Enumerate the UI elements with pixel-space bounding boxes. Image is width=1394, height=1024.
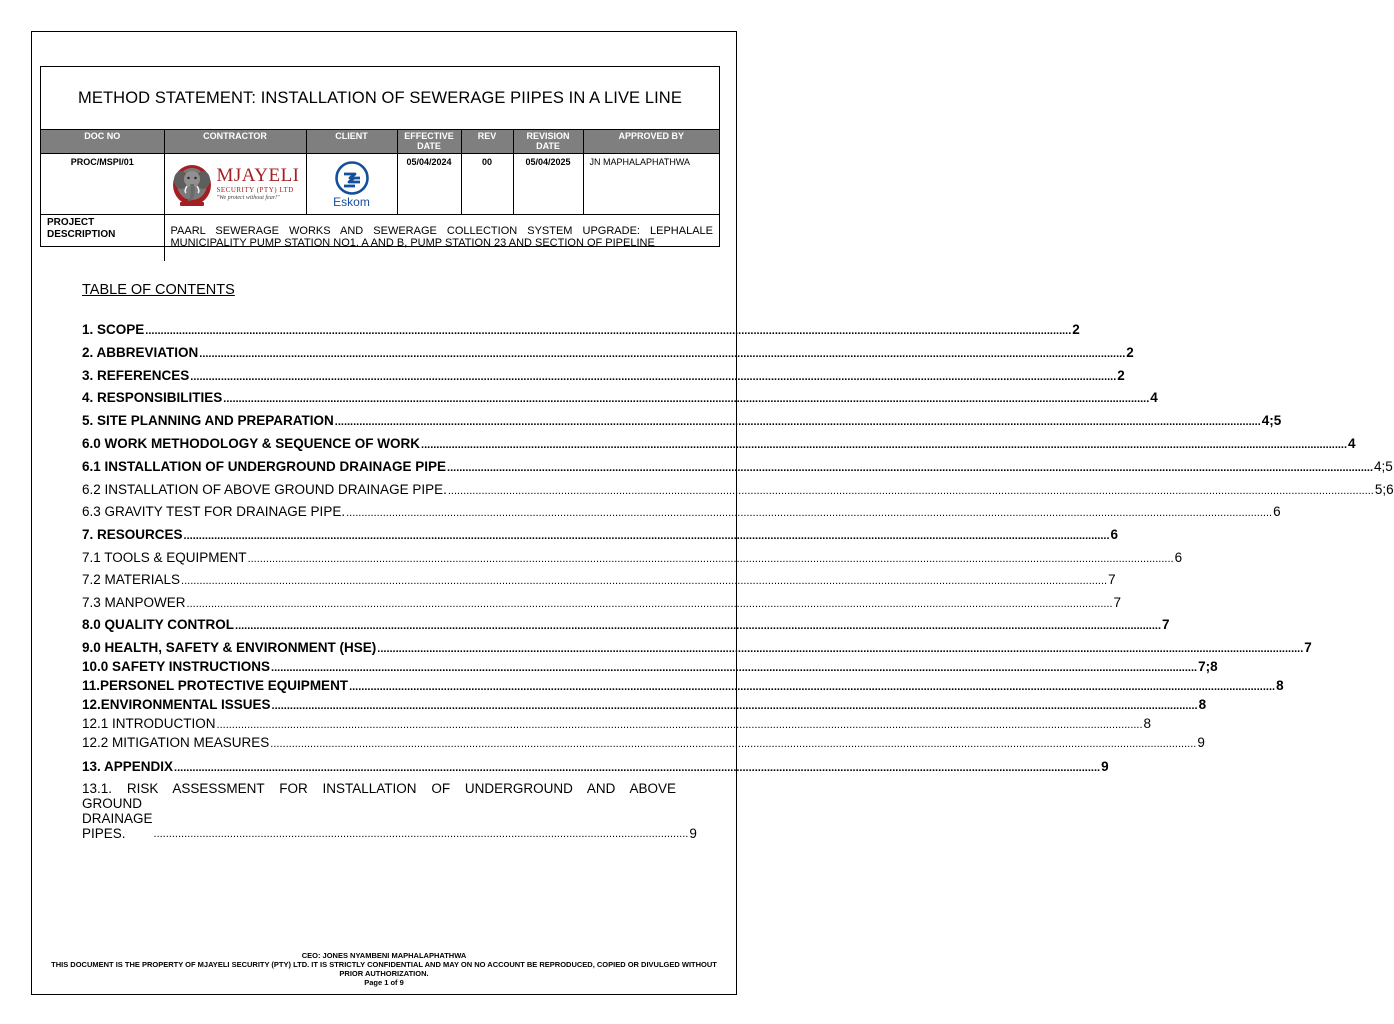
contractor-logo xyxy=(170,160,299,208)
toc-leader-dots xyxy=(271,662,1197,675)
project-description-label: PROJECT DESCRIPTION xyxy=(41,215,164,262)
toc-item[interactable] xyxy=(82,759,1109,775)
toc-item[interactable] xyxy=(82,617,1170,633)
contractor-label: CONTRACTOR xyxy=(164,130,306,154)
toc-item-title: 12.ENVIRONMENTAL ISSUES xyxy=(82,697,271,712)
toc-item[interactable] xyxy=(82,595,1122,611)
toc-item-page: 7 xyxy=(1108,572,1116,587)
document-header xyxy=(40,66,720,247)
toc-item-title: 11.PERSONEL PROTECTIVE EQUIPMENT xyxy=(82,678,349,693)
rev-label: REV xyxy=(461,130,513,154)
toc-item[interactable] xyxy=(82,436,1356,452)
toc-item-title: 7.2 MATERIALS xyxy=(82,572,181,587)
project-description-text: PAARL SEWERAGE WORKS AND SEWERAGE COLLECTION SYSTEM UPGRADE: LEPHALALE MUNICIPALITY PUMP STATION NO1. A AND B, PUMP STATION 23 AND SECTION OF PIPELINE xyxy=(170,225,713,249)
toc-item-title-line1: 13.1. RISK ASSESSMENT FOR INSTALLATION OF UNDERGROUND AND ABOVE xyxy=(82,781,676,796)
toc-item-title: 12.2 MITIGATION MEASURES xyxy=(82,735,270,750)
footer-notice: THIS DOCUMENT IS THE PROPERTY OF MJAYELI SECURITY (PTY) LTD. IT IS STRICTLY CONFIDENTIAL AND MAY ON NO ACCOUNT BE REPRODUCED, COPIED OR DIVULGED WITHOUT PRIOR AUTHORIZATION. xyxy=(51,960,717,978)
toc-item[interactable] xyxy=(82,659,1218,675)
approved-by-label: APPROVED BY xyxy=(583,130,719,154)
toc-item-page: 6 xyxy=(1110,527,1119,542)
toc-item-risk-assessment[interactable] xyxy=(82,781,697,841)
toc-leader-dots xyxy=(181,575,1107,588)
toc-item-page: 2 xyxy=(1072,322,1080,337)
toc-leader-dots xyxy=(447,462,1373,475)
toc-item-title: 6.3 GRAVITY TEST FOR DRAINAGE PIPE. xyxy=(82,504,346,519)
toc-item-page: 2 xyxy=(1117,368,1125,383)
toc-item-page: 2 xyxy=(1126,345,1134,360)
toc-leader-dots xyxy=(184,530,1110,543)
toc-item-page: 6 xyxy=(1174,550,1183,565)
toc-item[interactable] xyxy=(82,413,1282,429)
toc-item-page: 8 xyxy=(1143,716,1152,731)
toc-leader-dots xyxy=(187,598,1113,611)
toc-item[interactable] xyxy=(82,345,1134,361)
toc-item-title-line2: GROUND DRAINAGE PIPES. xyxy=(82,796,153,841)
toc-leader-dots xyxy=(145,325,1071,338)
client-label: CLIENT xyxy=(306,130,397,154)
toc-item-title: 1. SCOPE xyxy=(82,322,145,337)
toc-item-page: 4;5 xyxy=(1261,413,1282,428)
toc-item-page: 8 xyxy=(1276,678,1284,693)
effective-date-label: EFFECTIVE DATE xyxy=(397,130,461,154)
client-cell xyxy=(306,154,397,215)
toc-item-title: 5. SITE PLANNING AND PREPARATION xyxy=(82,413,334,428)
document-meta-table xyxy=(41,130,719,261)
toc-leader-dots xyxy=(217,719,1143,732)
toc-item-title: 10.0 SAFETY INSTRUCTIONS xyxy=(82,659,271,674)
toc-leader-dots xyxy=(346,507,1272,520)
toc-leader-dots xyxy=(335,416,1261,429)
effective-date-value: 05/04/2024 xyxy=(397,154,461,215)
toc-item-title: 12.1 INTRODUCTION xyxy=(82,716,216,731)
toc-leader-dots xyxy=(248,553,1174,566)
toc-item-title: 7.1 TOOLS & EQUIPMENT xyxy=(82,550,247,565)
toc-item-page: 4 xyxy=(1348,436,1356,451)
toc-item-title: 6.1 INSTALLATION OF UNDERGROUND DRAINAGE PIPE xyxy=(82,459,447,474)
footer-ceo: CEO: JONES NYAMBENI MAPHALAPHATHWA xyxy=(301,951,467,960)
toc-leader-dots xyxy=(270,738,1196,751)
toc-item-page: 7;8 xyxy=(1198,659,1218,674)
toc-item[interactable] xyxy=(82,482,1394,498)
toc-leader-dots xyxy=(421,439,1347,452)
toc-item-title: 6.2 INSTALLATION OF ABOVE GROUND DRAINAGE PIPE. xyxy=(82,482,447,497)
toc-item-title: 3. REFERENCES xyxy=(82,368,190,383)
contractor-logo-sub: SECURITY (PTY) LTD xyxy=(216,186,294,194)
toc-item-page: 4;5 xyxy=(1374,459,1393,474)
toc-item-title: 7. RESOURCES xyxy=(82,527,183,542)
toc-item[interactable] xyxy=(82,697,1207,713)
toc-leader-dots: ............................................................................................................................................................................... xyxy=(153,828,689,840)
elephant-emblem-icon xyxy=(170,160,214,208)
toc-item-title: 2. ABBREVIATION xyxy=(82,345,199,360)
toc-item[interactable] xyxy=(82,550,1183,566)
toc-item[interactable] xyxy=(82,678,1284,694)
toc-item-page: 7 xyxy=(1304,640,1312,655)
doc-no-value: PROC/MSPI/01 xyxy=(41,154,164,215)
toc-item-page: 7 xyxy=(1162,617,1170,632)
meta-values-row xyxy=(41,154,719,215)
toc-item-page: 9 xyxy=(1197,735,1205,750)
page-footer xyxy=(40,951,728,987)
document-title: METHOD STATEMENT: INSTALLATION OF SEWERAGE PIIPES IN A LIVE LINE xyxy=(41,67,719,130)
eskom-emblem-icon xyxy=(335,161,369,195)
toc-item-title: 7.3 MANPOWER xyxy=(82,595,186,610)
contractor-logo-tagline: "We protect without fear!" xyxy=(216,195,280,201)
toc-item-page: 9 xyxy=(689,826,697,841)
toc-item[interactable] xyxy=(82,390,1158,406)
toc-item-page: 6 xyxy=(1273,504,1281,519)
toc-item-page: 7 xyxy=(1113,595,1122,610)
toc-leader-dots xyxy=(199,348,1125,361)
toc-item-page: 4 xyxy=(1150,390,1158,405)
toc-leader-dots xyxy=(272,700,1198,713)
toc-leader-dots xyxy=(235,620,1161,633)
toc-item-title: 6.0 WORK METHODOLOGY & SEQUENCE OF WORK xyxy=(82,436,421,451)
rev-value: 00 xyxy=(461,154,513,215)
revision-date-label: REVISION DATE xyxy=(513,130,583,154)
toc-item[interactable] xyxy=(82,322,1080,338)
toc-item[interactable] xyxy=(82,735,1205,751)
footer-page-number: Page 1 of 9 xyxy=(364,978,404,987)
toc-item[interactable] xyxy=(82,527,1119,543)
meta-header-row xyxy=(41,130,719,154)
doc-no-label: DOC NO xyxy=(41,130,164,154)
toc-leader-dots xyxy=(349,681,1275,694)
contractor-cell xyxy=(164,154,306,215)
toc-leader-dots xyxy=(223,393,1149,406)
toc-heading: TABLE OF CONTENTS xyxy=(82,282,235,298)
toc-leader-dots xyxy=(377,643,1303,656)
toc-item[interactable] xyxy=(82,716,1152,732)
approved-by-value: JN MAPHALAPHATHWA xyxy=(583,154,719,215)
toc-item-page: 8 xyxy=(1198,697,1207,712)
toc-item-title: 9.0 HEALTH, SAFETY & ENVIRONMENT (HSE) xyxy=(82,640,377,655)
client-logo xyxy=(333,161,370,208)
client-logo-name: Eskom xyxy=(333,194,370,209)
toc-item-title: 8.0 QUALITY CONTROL xyxy=(82,617,235,632)
toc-leader-dots xyxy=(448,485,1374,498)
contractor-logo-name: MJAYELI xyxy=(216,165,300,186)
toc-item[interactable] xyxy=(82,640,1312,656)
toc-item-page: 9 xyxy=(1101,759,1109,774)
revision-date-value: 05/04/2025 xyxy=(513,154,583,215)
toc-item[interactable] xyxy=(82,368,1125,384)
toc-leader-dots xyxy=(174,762,1100,775)
toc-item[interactable] xyxy=(82,459,1393,475)
toc-item-title: 4. RESPONSIBILITIES xyxy=(82,390,223,405)
toc-item[interactable] xyxy=(82,572,1116,588)
toc-item-title: 13. APPENDIX xyxy=(82,759,174,774)
project-row xyxy=(41,215,719,262)
toc-item-page: 5;6 xyxy=(1374,482,1394,497)
toc-leader-dots xyxy=(190,371,1116,384)
toc-item[interactable] xyxy=(82,504,1281,520)
